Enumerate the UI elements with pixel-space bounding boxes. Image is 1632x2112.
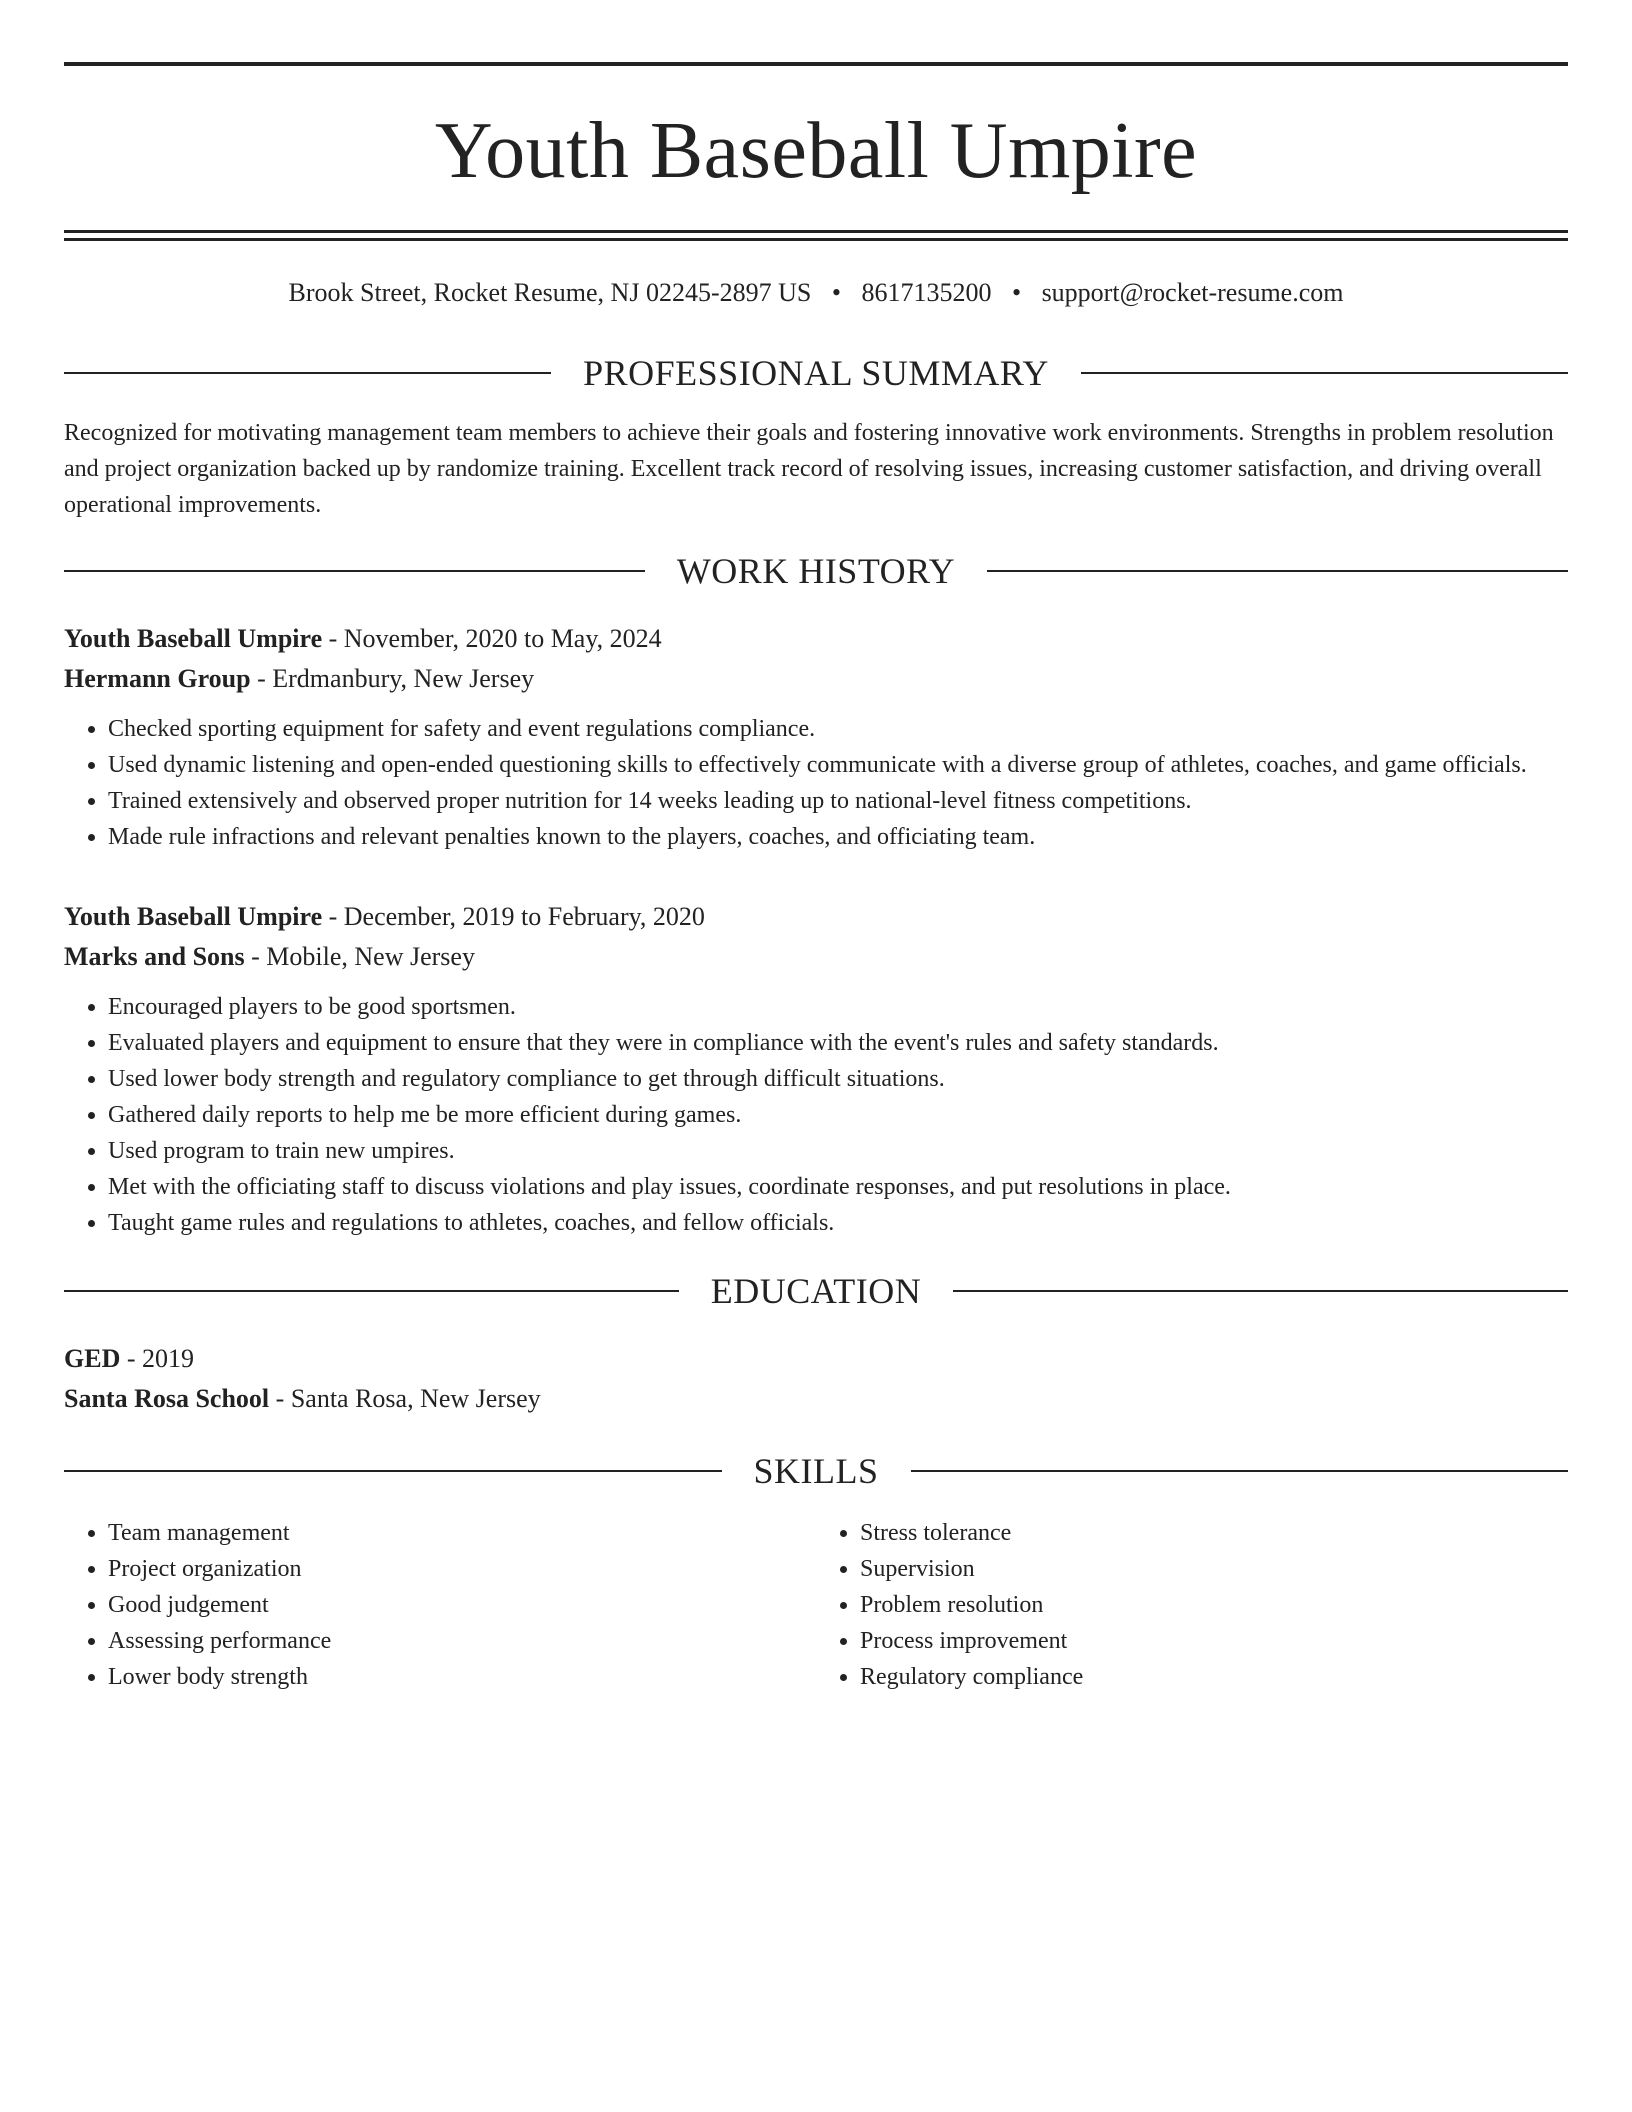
- education-location: - Santa Rosa, New Jersey: [269, 1384, 541, 1413]
- list-item: • Regulatory compliance: [860, 1659, 1568, 1695]
- education-heading-title: EDUCATION: [710, 1271, 922, 1311]
- job-company-line: [64, 659, 1568, 699]
- candidate-name: Youth Baseball Umpire: [434, 107, 1198, 195]
- list-item: • Used program to train new umpires.: [108, 1133, 1568, 1169]
- contact-separator: •: [831, 278, 841, 307]
- list-item: • Evaluated players and equipment to ensure that they were in compliance with the event's rules and safety standards.: [108, 1025, 1568, 1061]
- job-dates: - November, 2020 to May, 2024: [322, 624, 662, 653]
- job-entry-2: [64, 897, 1568, 1241]
- job-title-line: [64, 897, 1568, 937]
- job-title: Youth Baseball Umpire: [64, 902, 323, 931]
- list-item: • Good judgement: [108, 1587, 816, 1623]
- contact-phone: 8617135200: [861, 278, 992, 307]
- heading-rule-right: [953, 1290, 1568, 1292]
- list-item: • Assessing performance: [108, 1623, 816, 1659]
- list-item: • Stress tolerance: [860, 1515, 1568, 1551]
- list-item: • Process improvement: [860, 1623, 1568, 1659]
- job-title-line: [64, 619, 1568, 659]
- skills-columns: [64, 1515, 1568, 1695]
- list-item: • Made rule infractions and relevant penalties known to the players, coaches, and officiating team.: [108, 819, 1568, 855]
- skills-heading: [64, 1449, 1568, 1493]
- contact-address: Brook Street, Rocket Resume, NJ 02245-2897 US: [288, 278, 812, 307]
- education-year: - 2019: [120, 1344, 195, 1373]
- contact-email: support@rocket-resume.com: [1041, 278, 1344, 307]
- skills-heading-title: SKILLS: [753, 1451, 879, 1491]
- job-location: - Mobile, New Jersey: [244, 942, 475, 971]
- education-school-line: [64, 1379, 1568, 1419]
- job-entry-1: [64, 619, 1568, 855]
- work-history-heading-title: WORK HISTORY: [676, 551, 956, 591]
- list-item: • Team management: [108, 1515, 816, 1551]
- heading-rule-right: [911, 1470, 1569, 1472]
- job-dates: - December, 2019 to February, 2020: [322, 902, 705, 931]
- contact-line: [64, 275, 1568, 311]
- list-item: • Checked sporting equipment for safety and event regulations compliance.: [108, 711, 1568, 747]
- list-item: • Met with the officiating staff to discuss violations and play issues, coordinate responses, and put resolutions in place.: [108, 1169, 1568, 1205]
- job-location: - Erdmanbury, New Jersey: [250, 664, 535, 693]
- name-rule-upper: [64, 230, 1568, 233]
- education-degree-line: [64, 1339, 1568, 1379]
- list-item: • Encouraged players to be good sportsmen.: [108, 989, 1568, 1025]
- summary-heading-title: PROFESSIONAL SUMMARY: [583, 353, 1049, 393]
- list-item: • Trained extensively and observed proper nutrition for 14 weeks leading up to national-level fitness competitions.: [108, 783, 1568, 819]
- summary-text: Recognized for motivating management team members to achieve their goals and fostering innovative work environments. Strengths in problem resolution and project organization backed up by randomize training. Excellent track record of resolving issues, increasing customer satisfaction, and driving overall operational improvements.: [64, 420, 1554, 518]
- list-item: • Used dynamic listening and open-ended questioning skills to effectively communicate with a diverse group of athletes, coaches, and game officials.: [108, 747, 1568, 783]
- list-item: • Gathered daily reports to help me be more efficient during games.: [108, 1097, 1568, 1133]
- heading-rule-right: [1081, 372, 1568, 374]
- heading-rule-left: [64, 1290, 679, 1292]
- contact-separator: •: [1011, 278, 1022, 307]
- skills-left-list: [64, 1515, 816, 1695]
- heading-rule-left: [64, 372, 551, 374]
- job-company-line: [64, 937, 1568, 977]
- heading-rule-left: [64, 1470, 722, 1472]
- job-company: Hermann Group: [64, 664, 251, 693]
- job-company: Marks and Sons: [64, 942, 245, 971]
- heading-rule-right: [987, 570, 1568, 572]
- list-item: • Problem resolution: [860, 1587, 1568, 1623]
- education-entry: [64, 1339, 1568, 1419]
- job-title: Youth Baseball Umpire: [64, 624, 323, 653]
- education-degree: GED: [64, 1344, 121, 1373]
- job-bullets: [64, 989, 1568, 1241]
- list-item: • Project organization: [108, 1551, 816, 1587]
- education-heading: [64, 1269, 1568, 1313]
- list-item: • Lower body strength: [108, 1659, 816, 1695]
- summary-heading: [64, 351, 1568, 395]
- name-rule-lower: [64, 238, 1568, 241]
- list-item: • Supervision: [860, 1551, 1568, 1587]
- heading-rule-left: [64, 570, 645, 572]
- education-school: Santa Rosa School: [64, 1384, 270, 1413]
- list-item: • Taught game rules and regulations to athletes, coaches, and fellow officials.: [108, 1205, 1568, 1241]
- list-item: • Used lower body strength and regulatory compliance to get through difficult situations.: [108, 1061, 1568, 1097]
- work-history-heading: [64, 549, 1568, 593]
- top-rule: [64, 62, 1568, 66]
- skills-right-list: [816, 1515, 1568, 1695]
- job-bullets: [64, 711, 1568, 855]
